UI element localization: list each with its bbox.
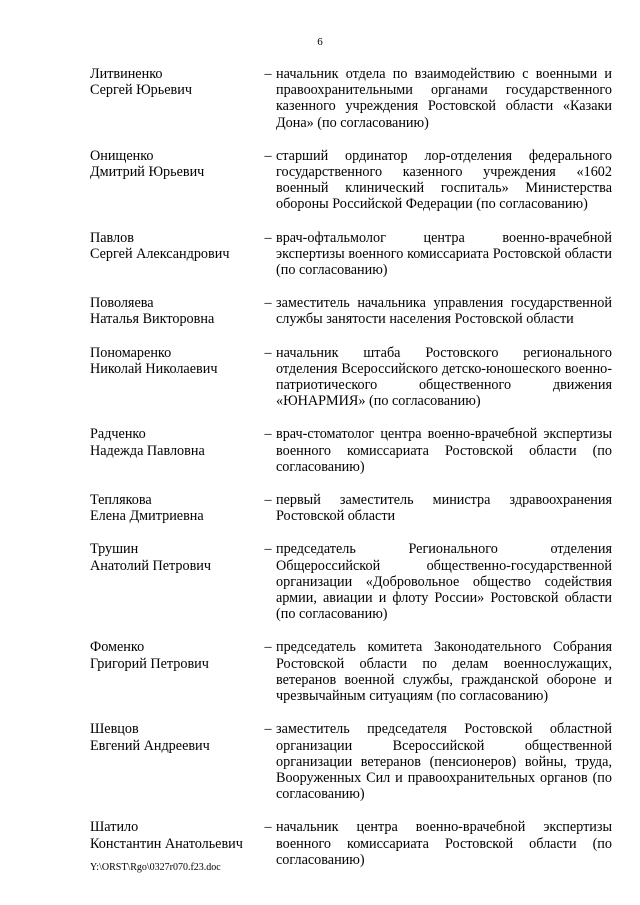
member-given-name: Константин Анатольевич (90, 835, 243, 852)
member-name (90, 345, 260, 377)
member-entry (90, 639, 612, 704)
member-surname: Пономаренко (90, 344, 172, 361)
member-surname: Литвиненко (90, 66, 163, 82)
member-surname: Радченко (90, 426, 146, 443)
separator-dash: – (264, 492, 272, 509)
member-given-name: Елена Дмитриевна (90, 508, 204, 525)
member-role: председатель Регионального отделения Общероссийской общественно-государственной организации «Добровольное общество содействия армии, авиации и флоту России» Ростовской области (по согласованию) (276, 541, 612, 623)
member-role: врач-стоматолог центра военно-врачебной экспертизы военного комиссариата Ростовской области (по согласованию) (276, 426, 612, 475)
member-given-name: Сергей Юрьевич (90, 82, 192, 99)
member-entry (90, 295, 612, 327)
member-role: врач-офтальмолог центра военно-врачебной экспертизы военного комиссариата Ростовской области (по согласованию) (276, 229, 612, 279)
member-name (90, 295, 260, 327)
member-entry (90, 492, 612, 524)
separator-dash: – (264, 721, 272, 738)
member-given-name: Дмитрий Юрьевич (90, 164, 205, 181)
member-given-name: Николай Николаевич (90, 360, 218, 377)
member-name (90, 230, 260, 262)
member-role: старший ординатор лор-отделения федерального государственного казенного учреждения «1602 военный клинический госпиталь» Министерства обороны Российской Федерации (по согласованию) (276, 147, 612, 213)
member-entry (90, 66, 612, 131)
separator-dash: – (264, 541, 272, 558)
separator-dash: – (264, 819, 272, 836)
member-role: начальник центра военно-врачебной экспертизы военного комиссариата Ростовской области (по согласованию) (276, 819, 612, 868)
member-role: первый заместитель министра здравоохранения Ростовской области (276, 492, 612, 525)
member-role: начальник отдела по взаимодействию с военными и правоохранительными органами государственного казенного учреждения Ростовской области «Казаки Дона» (по согласованию) (276, 66, 612, 131)
member-name (90, 66, 260, 98)
member-list (90, 66, 612, 885)
member-surname: Теплякова (90, 492, 152, 509)
member-entry (90, 541, 612, 622)
member-given-name: Сергей Александрович (90, 245, 230, 262)
member-given-name: Надежда Павловна (90, 442, 205, 459)
member-entry (90, 721, 612, 802)
separator-dash: – (264, 229, 272, 246)
member-given-name: Григорий Петрович (90, 655, 209, 672)
member-surname: Шатило (90, 819, 139, 836)
member-role: заместитель председателя Ростовской областной организации Всероссийской общественной организации ветеранов (пенсионеров) войны, труда, Вооруженных Сил и правоохранительных органов (по согласованию) (276, 721, 612, 803)
separator-dash: – (264, 426, 272, 443)
member-name (90, 721, 260, 753)
separator-dash: – (264, 147, 272, 164)
separator-dash: – (264, 639, 272, 656)
member-name (90, 148, 260, 180)
member-surname: Павлов (90, 229, 134, 246)
member-role: начальник штаба Ростовского регионального отделения Всероссийского детско-юношеского военно-патриотического общественного движения «ЮНАРМИЯ» (по согласованию) (276, 344, 612, 410)
member-surname: Онищенко (90, 147, 154, 164)
separator-dash: – (264, 66, 272, 82)
member-given-name: Анатолий Петрович (90, 557, 212, 574)
member-role: заместитель начальника управления государственной службы занятости населения Ростовской области (276, 295, 612, 328)
member-role: председатель комитета Законодательного Собрания Ростовской области по делам военнослужащих, ветеранов военной службы, гражданской обороне и чрезвычайным ситуациям (по согласованию) (276, 639, 612, 705)
separator-dash: – (264, 344, 272, 361)
member-name (90, 426, 260, 458)
member-given-name: Наталья Викторовна (90, 311, 215, 328)
member-name (90, 819, 260, 851)
member-entry (90, 426, 612, 475)
member-entry (90, 148, 612, 213)
member-name (90, 492, 260, 524)
member-surname: Трушин (90, 541, 139, 558)
document-file-path: Y:\ORST\Rgo\0327r070.f23.doc (90, 862, 221, 873)
member-surname: Поволяева (90, 295, 154, 312)
member-surname: Шевцов (90, 721, 139, 738)
separator-dash: – (264, 295, 272, 312)
member-entry (90, 819, 612, 868)
member-given-name: Евгений Андреевич (90, 737, 210, 754)
member-entry (90, 230, 612, 279)
member-name (90, 541, 260, 573)
member-entry (90, 345, 612, 410)
member-surname: Фоменко (90, 639, 145, 656)
member-name (90, 639, 260, 671)
page-number: 6 (317, 36, 323, 48)
